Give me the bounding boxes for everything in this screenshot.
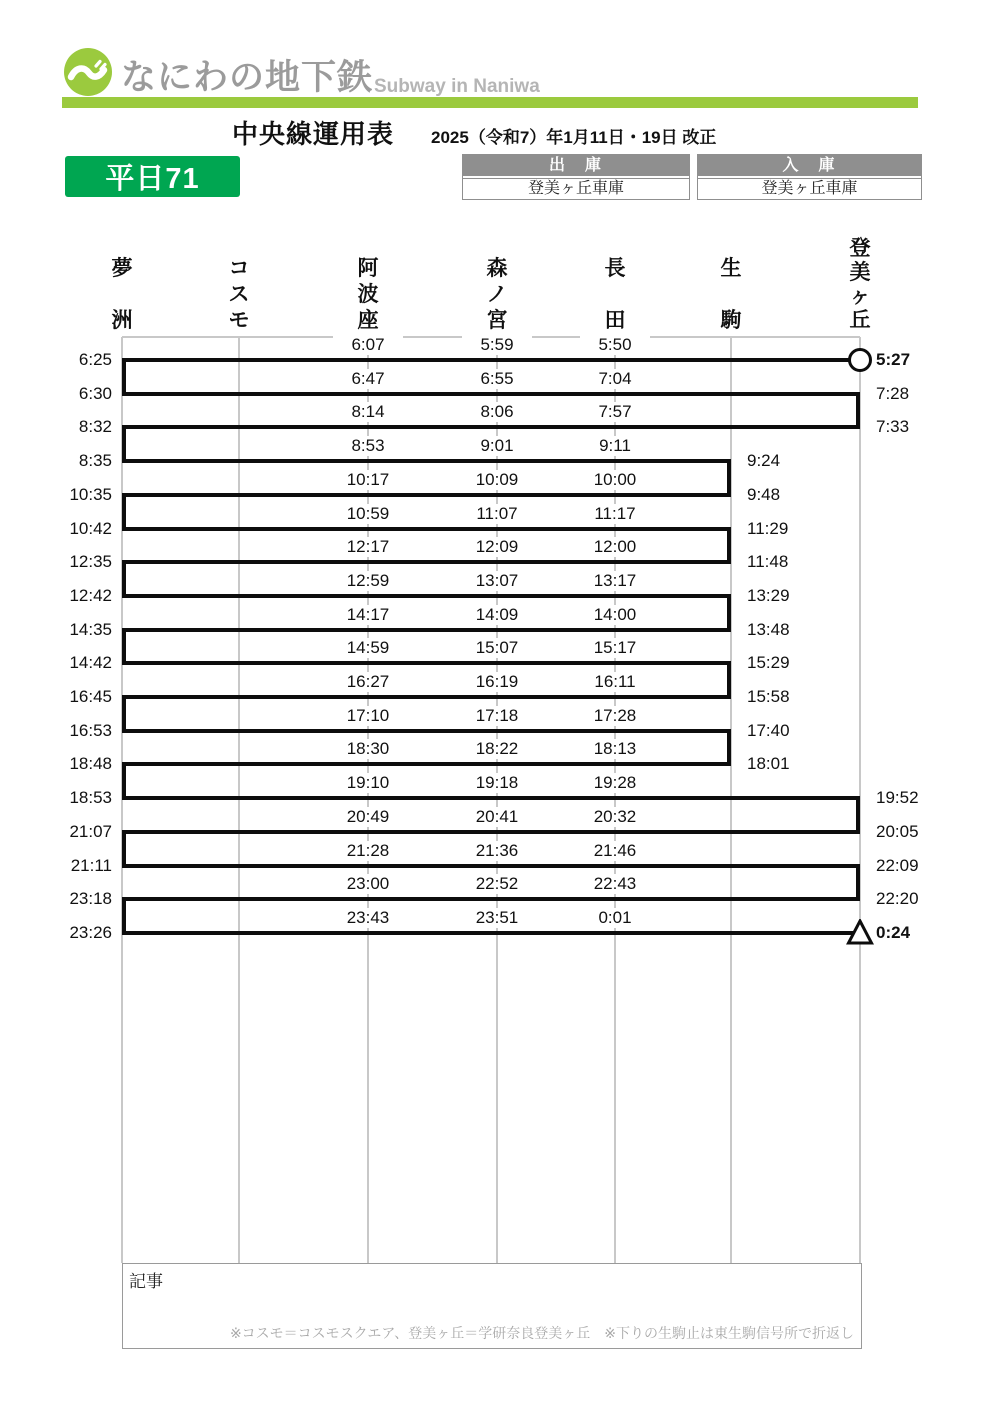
depot-out-circle-icon (848, 348, 872, 372)
awaza-time: 10:59 (333, 504, 403, 524)
run-line (122, 459, 731, 463)
footnote-text: ※コスモ＝コスモスクエア、登美ヶ丘＝学研奈良登美ヶ丘 ※下りの生駒止は東生駒信号所で折返し (229, 1325, 854, 1341)
terminal-time: 9:48 (747, 485, 781, 504)
nagata-time: 16:11 (580, 672, 650, 692)
run-line (122, 358, 860, 362)
depot-out-value: 登美ヶ丘車庫 (463, 178, 689, 199)
turnback-connector-left (122, 493, 126, 531)
depot-in-triangle-icon (846, 919, 874, 946)
station-name: 登 美 ヶ 丘 (849, 237, 871, 332)
awaza-time: 23:00 (333, 874, 403, 894)
nagata-time: 20:32 (580, 807, 650, 827)
turnback-connector-left (122, 695, 126, 733)
awaza-time: 21:28 (333, 841, 403, 861)
turnback-connector-right (727, 594, 731, 632)
awaza-time: 14:17 (333, 605, 403, 625)
terminal-time: 22:09 (876, 856, 919, 875)
run-line (122, 560, 731, 564)
nagata-time: 9:11 (580, 436, 650, 456)
run-line (122, 661, 731, 665)
morinomiya-time: 14:09 (462, 605, 532, 625)
morinomiya-time: 18:22 (462, 739, 532, 759)
terminal-time: 18:01 (747, 754, 790, 773)
run-line (122, 864, 860, 868)
terminal-time: 11:29 (747, 519, 789, 538)
awaza-time: 17:10 (333, 706, 403, 726)
station-name: 森 ノ 宮 (486, 257, 508, 332)
turnback-connector-left (122, 762, 126, 800)
morinomiya-time: 21:36 (462, 841, 532, 861)
yumeshima-time: 12:35 (69, 552, 112, 571)
turnback-connector-right (727, 459, 731, 497)
terminal-time: 20:05 (876, 822, 919, 841)
run-line (122, 796, 860, 800)
yumeshima-time: 10:35 (69, 485, 112, 504)
morinomiya-time: 10:09 (462, 470, 532, 490)
station-gridline (121, 337, 123, 1263)
station-name: 長 田 (604, 257, 626, 332)
logo-wordmark: なにわの地下鉄 (121, 58, 374, 97)
morinomiya-time: 17:18 (462, 706, 532, 726)
turnback-connector-right (727, 661, 731, 699)
notes-label: 記事 (129, 1272, 163, 1291)
turnback-connector-left (122, 897, 126, 935)
awaza-time: 19:10 (333, 773, 403, 793)
run-line (122, 729, 731, 733)
morinomiya-time: 20:41 (462, 807, 532, 827)
yumeshima-time: 21:11 (70, 856, 112, 875)
nagata-time: 18:13 (580, 739, 650, 759)
awaza-time: 8:53 (333, 436, 403, 456)
station-name: 夢 洲 (111, 257, 133, 332)
run-line (122, 931, 860, 935)
awaza-time: 10:17 (333, 470, 403, 490)
yumeshima-time: 10:42 (69, 519, 112, 538)
nagata-time: 5:50 (580, 335, 650, 355)
yumeshima-time: 14:35 (69, 620, 112, 639)
yumeshima-time: 21:07 (69, 822, 112, 841)
run-line (122, 392, 860, 396)
awaza-time: 20:49 (333, 807, 403, 827)
revision-date: 2025（令和7）年1月11日・19日 改正 (431, 128, 717, 147)
nagata-time: 17:28 (580, 706, 650, 726)
morinomiya-time: 5:59 (462, 335, 532, 355)
nagata-time: 0:01 (580, 908, 650, 928)
nagata-time: 12:00 (580, 537, 650, 557)
awaza-time: 6:47 (333, 369, 403, 389)
station-name: コ ス モ (228, 257, 250, 332)
morinomiya-time: 16:19 (462, 672, 532, 692)
turnback-connector-left (122, 628, 126, 665)
terminal-time: 9:24 (747, 451, 781, 470)
morinomiya-time: 13:07 (462, 571, 532, 591)
terminal-time: 15:29 (747, 653, 790, 672)
nagata-time: 7:57 (580, 402, 650, 422)
awaza-time: 14:59 (333, 638, 403, 658)
turnback-connector-left (122, 830, 126, 868)
awaza-time: 12:17 (333, 537, 403, 557)
turnback-connector-right (727, 527, 731, 564)
turnback-connector-left (122, 358, 126, 396)
terminal-time: 11:48 (747, 552, 789, 571)
awaza-time: 8:14 (333, 402, 403, 422)
logo-subtext: Subway in Naniwa (374, 76, 540, 97)
terminal-time: 19:52 (876, 788, 919, 807)
page-title: 中央線運用表 (232, 119, 395, 149)
duty-number-badge: 平日71 (65, 156, 240, 197)
terminal-time: 17:40 (747, 721, 790, 740)
run-line (122, 762, 731, 766)
nagata-time: 13:17 (580, 571, 650, 591)
morinomiya-time: 19:18 (462, 773, 532, 793)
nagata-time: 14:00 (580, 605, 650, 625)
turnback-connector-right (856, 392, 860, 429)
morinomiya-time: 11:07 (462, 504, 532, 524)
nagata-time: 15:17 (580, 638, 650, 658)
terminal-time: 15:58 (747, 687, 790, 706)
terminal-time: 13:48 (747, 620, 790, 639)
morinomiya-time: 23:51 (462, 908, 532, 928)
terminal-time: 13:29 (747, 586, 790, 605)
depot-in-value: 登美ヶ丘車庫 (698, 178, 921, 199)
turnback-connector-left (122, 425, 126, 463)
station-name: 生 駒 (720, 257, 742, 332)
nagata-time: 10:00 (580, 470, 650, 490)
yumeshima-time: 18:53 (69, 788, 112, 807)
terminal-time: 22:20 (876, 889, 919, 908)
terminal-time: 0:24 (876, 923, 911, 942)
terminal-time: 7:33 (876, 417, 910, 436)
morinomiya-time: 15:07 (462, 638, 532, 658)
yumeshima-time: 18:48 (69, 754, 112, 773)
yumeshima-time: 8:35 (78, 451, 112, 470)
morinomiya-time: 9:01 (462, 436, 532, 456)
yumeshima-time: 16:53 (69, 721, 112, 740)
run-line (122, 695, 731, 699)
turnback-connector-right (727, 729, 731, 766)
nagata-time: 22:43 (580, 874, 650, 894)
nagata-time: 19:28 (580, 773, 650, 793)
yumeshima-time: 6:25 (78, 350, 112, 369)
nagata-time: 11:17 (580, 504, 650, 524)
station-gridline (238, 337, 240, 1263)
awaza-time: 23:43 (333, 908, 403, 928)
turnback-connector-left (122, 560, 126, 598)
run-line (122, 628, 731, 632)
run-line (122, 897, 860, 901)
nagata-time: 7:04 (580, 369, 650, 389)
yumeshima-time: 16:45 (69, 687, 112, 706)
nagata-time: 21:46 (580, 841, 650, 861)
yumeshima-time: 14:42 (69, 653, 112, 672)
turnback-connector-right (856, 864, 860, 901)
notes-box (122, 1263, 862, 1349)
yumeshima-time: 23:18 (69, 889, 112, 908)
run-line (122, 830, 860, 834)
awaza-time: 16:27 (333, 672, 403, 692)
terminal-time: 7:28 (876, 384, 910, 403)
turnback-connector-right (856, 796, 860, 834)
yumeshima-time: 12:42 (69, 586, 112, 605)
awaza-time: 6:07 (333, 335, 403, 355)
yumeshima-time: 23:26 (69, 923, 112, 942)
run-line (122, 594, 731, 598)
yumeshima-time: 6:30 (78, 384, 112, 403)
run-line (122, 527, 731, 531)
run-line (122, 425, 860, 429)
awaza-time: 18:30 (333, 739, 403, 759)
morinomiya-time: 6:55 (462, 369, 532, 389)
morinomiya-time: 8:06 (462, 402, 532, 422)
yumeshima-time: 8:32 (78, 417, 112, 436)
depot-out-header: 出 庫 (463, 155, 689, 176)
morinomiya-time: 12:09 (462, 537, 532, 557)
morinomiya-time: 22:52 (462, 874, 532, 894)
station-name: 阿 波 座 (357, 257, 379, 332)
awaza-time: 12:59 (333, 571, 403, 591)
run-line (122, 493, 731, 497)
depot-in-header: 入 庫 (698, 155, 921, 176)
terminal-time: 5:27 (876, 350, 911, 369)
